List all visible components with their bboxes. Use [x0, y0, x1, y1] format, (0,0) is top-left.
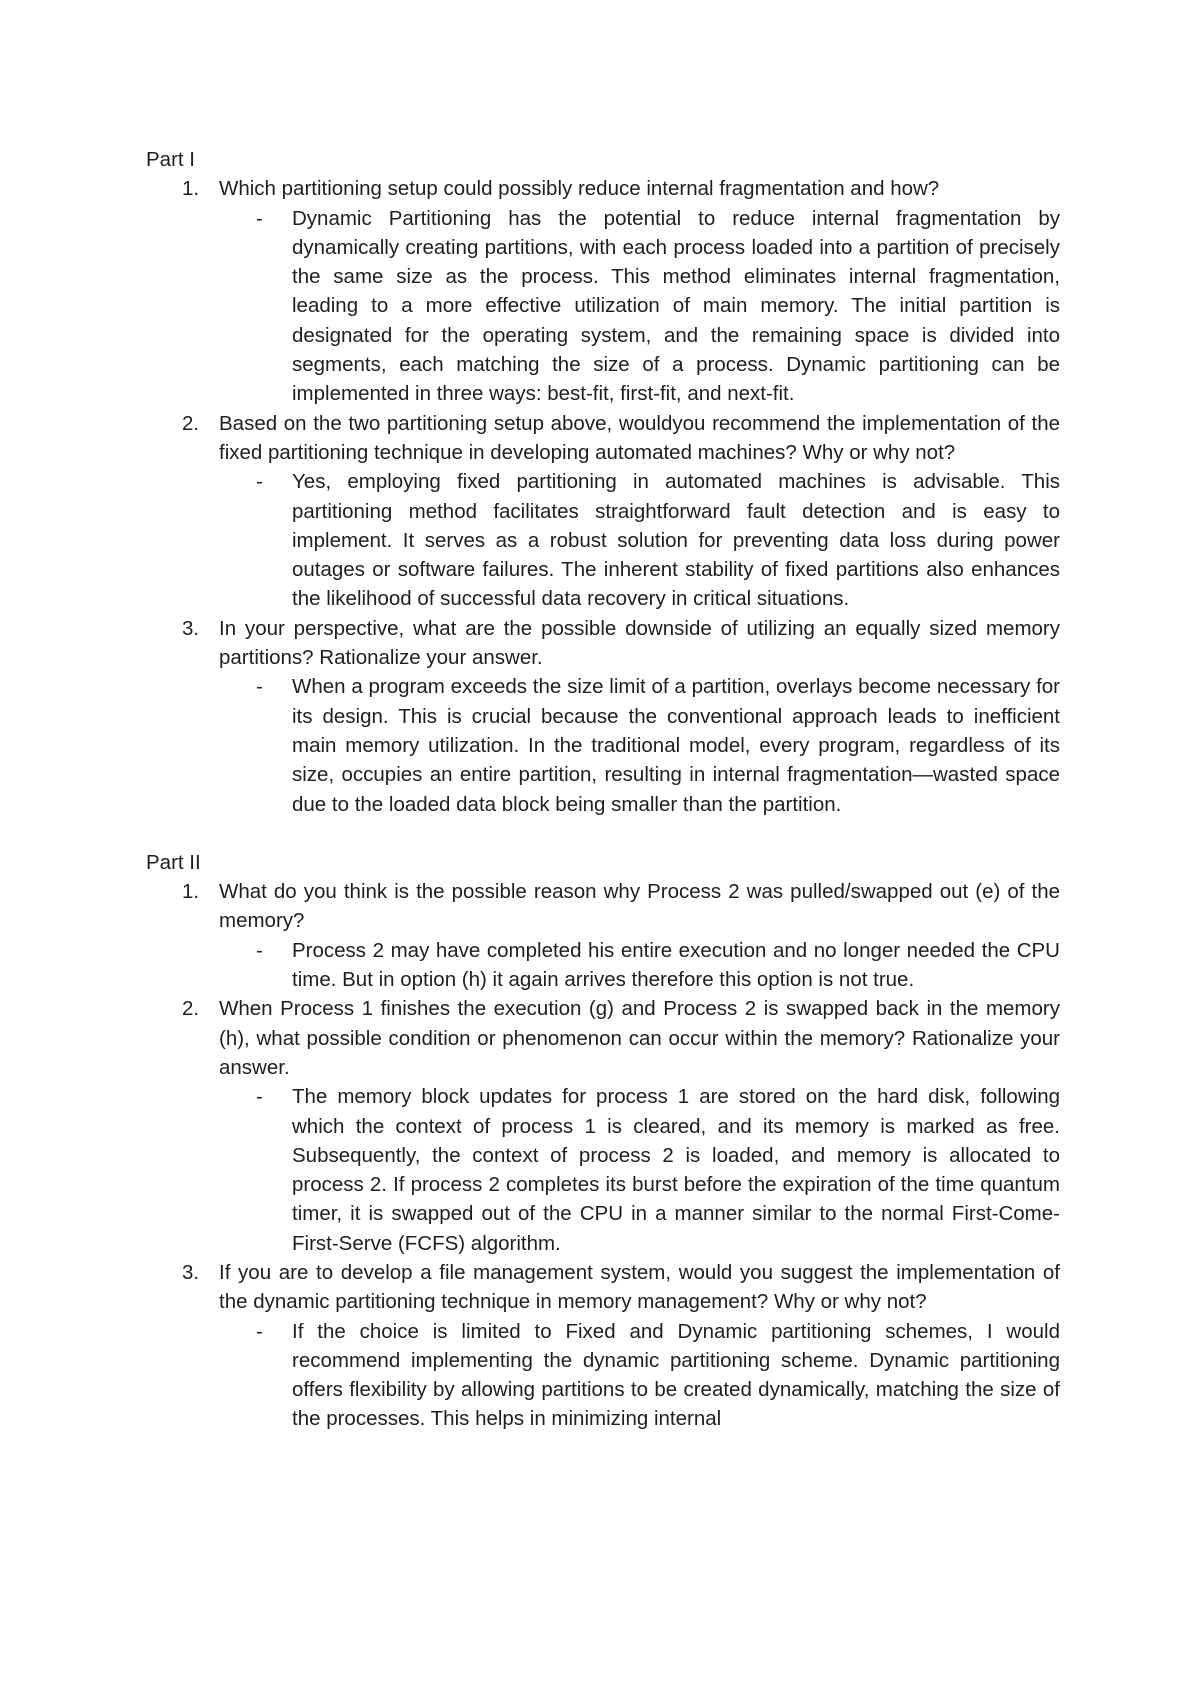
question-item: [146, 614, 1060, 819]
answer-list: [219, 1317, 1060, 1434]
part-title: Part II: [146, 850, 201, 874]
answer-item: [219, 1082, 1060, 1258]
answer-item: [219, 467, 1060, 613]
answer-dash: -: [256, 1085, 263, 1109]
answer-item: [219, 936, 1060, 995]
question-number: 2.: [182, 997, 200, 1021]
answer-dash: -: [256, 470, 263, 494]
answer-text: Yes, employing fixed partitioning in automated machines is advisable. This partitioning method facilitates straightforward fault detection and is easy to implement. It serves as a robust solution for preventing data loss during power outages or software failures. The inherent stability of fixed partitions also enhances the likelihood of successful data recovery in critical situations.: [292, 470, 1060, 611]
answer-item: [219, 672, 1060, 818]
part-1: [146, 145, 1060, 819]
part-2: [146, 848, 1060, 1434]
question-number: 1.: [182, 177, 200, 201]
question-number: 2.: [182, 411, 200, 435]
answer-dash: -: [256, 938, 263, 962]
document-body: [146, 145, 1060, 1434]
answer-list: [219, 1082, 1060, 1258]
answer-list: [219, 204, 1060, 409]
answer-dash: -: [256, 1319, 263, 1343]
answer-text: If the choice is limited to Fixed and Dynamic partitioning schemes, I would recommend implementing the dynamic partitioning scheme. Dynamic partitioning offers flexibility by allowing partitions to be created dynamically, matching the size of the processes. This helps in minimizing internal: [292, 1319, 1060, 1431]
answer-text: Dynamic Partitioning has the potential to reduce internal fragmentation by dynamically creating partitions, with each process loaded into a partition of precisely the same size as the process. This method eliminates internal fragmentation, leading to a more effective utilization of main memory. The initial partition is designated for the operating system, and the remaining space is divided into segments, each matching the size of a process. Dynamic partitioning can be implemented in three ways: best-fit, first-fit, and next-fit.: [292, 206, 1060, 406]
question-number: 3.: [182, 616, 200, 640]
answer-item: [219, 1317, 1060, 1434]
section-spacer: [146, 819, 1060, 848]
answer-dash: -: [256, 206, 263, 230]
question-text: Which partitioning setup could possibly reduce internal fragmentation and how?: [219, 177, 940, 201]
question-text: Based on the two partitioning setup above, wouldyou recommend the implementation of the fixed partitioning technique in developing automated machines? Why or why not?: [219, 411, 1060, 464]
answer-text: The memory block updates for process 1 are stored on the hard disk, following which the context of process 1 is cleared, and its memory is marked as free. Subsequently, the context of process 2 is loaded, and memory is allocated to process 2. If process 2 completes its burst before the expiration of the time quantum timer, it is swapped out of the CPU in a manner similar to the normal First-Come-First-Serve (FCFS) algorithm.: [292, 1085, 1060, 1255]
question-number: 3.: [182, 1260, 200, 1284]
question-text: If you are to develop a file management system, would you suggest the implementation of the dynamic partitioning technique in memory management? Why or why not?: [219, 1260, 1060, 1314]
question-list: [146, 877, 1060, 1434]
answer-text: Process 2 may have completed his entire execution and no longer needed the CPU time. But in option (h) it again arrives therefore this option is not true.: [292, 938, 1060, 992]
question-item: [146, 174, 1060, 408]
question-item: [146, 877, 1060, 994]
question-number: 1.: [182, 880, 200, 904]
answer-item: [219, 204, 1060, 409]
answer-dash: -: [256, 675, 263, 699]
question-item: [146, 994, 1060, 1258]
part-title: Part I: [146, 148, 195, 171]
question-text: What do you think is the possible reason why Process 2 was pulled/swapped out (e) of the memory?: [219, 880, 1060, 933]
question-text: When Process 1 finishes the execution (g) and Process 2 is swapped back in the memory (h), what possible condition or phenomenon can occur within the memory? Rationalize your answer.: [219, 997, 1060, 1079]
answer-list: [219, 936, 1060, 995]
question-item: [146, 1258, 1060, 1434]
question-list: [146, 174, 1060, 819]
answer-text: When a program exceeds the size limit of a partition, overlays become necessary for its design. This is crucial because the conventional approach leads to inefficient main memory utilization. In the traditional model, every program, regardless of its size, occupies an entire partition, resulting in internal fragmentation—wasted space due to the loaded data block being smaller than the partition.: [292, 675, 1060, 816]
question-item: [146, 409, 1060, 614]
question-text: In your perspective, what are the possible downside of utilizing an equally sized memory partitions? Rationalize your answer.: [219, 616, 1060, 670]
answer-list: [219, 467, 1060, 613]
answer-list: [219, 672, 1060, 818]
